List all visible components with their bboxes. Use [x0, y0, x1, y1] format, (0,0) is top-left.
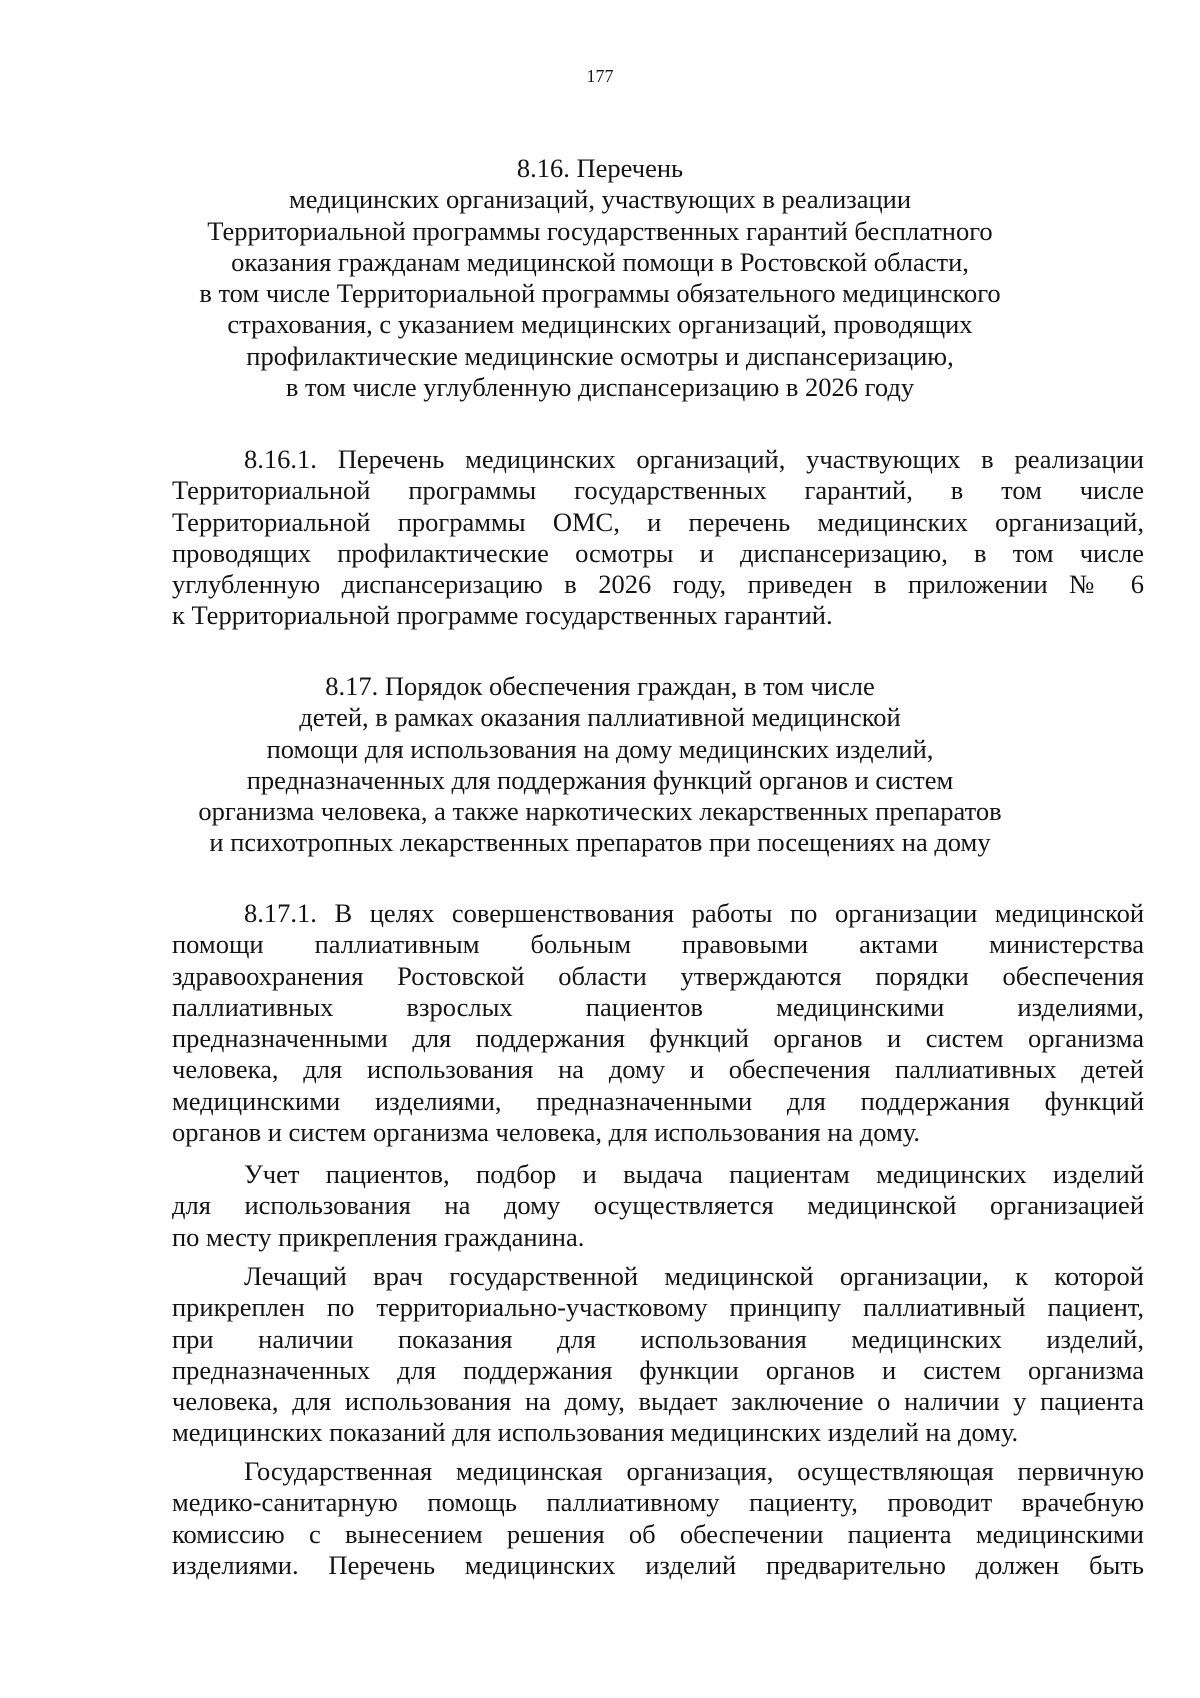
paragraph-line: человека, для использования на дому и обеспечения паллиативных детей	[172, 1054, 1144, 1085]
heading-line: предназначенных для поддержания функций органов и систем	[246, 764, 954, 795]
paragraph-line: по месту прикрепления гражданина.	[172, 1221, 585, 1252]
heading-line: оказания гражданам медицинской помощи в Ростовской области,	[231, 246, 969, 277]
heading-line: помощи для использования на дому медицинских изделий,	[266, 733, 934, 764]
paragraph-patient-accounting	[172, 1159, 1144, 1253]
paragraph-line: Лечащий врач государственной медицинской организации, к которой	[244, 1261, 1144, 1291]
heading-line: профилактические медицинские осмотры и диспансеризацию,	[246, 340, 954, 371]
heading-line: организма человека, а также наркотических лекарственных препаратов	[198, 796, 1002, 827]
paragraph-line: человека, для использования на дому, выдает заключение о наличии у пациента	[172, 1386, 1144, 1417]
paragraph-line: паллиативных взрослых пациентов медицинскими изделиями,	[172, 991, 1144, 1022]
paragraph-line: изделиями. Перечень медицинских изделий предварительно должен быть	[172, 1549, 1144, 1580]
paragraph-line: медицинскими изделиями, предназначенными для поддержания функций	[172, 1085, 1144, 1116]
page-number: 177	[586, 66, 614, 86]
paragraph-line: проводящих профилактические осмотры и диспансеризацию, в том числе	[172, 537, 1144, 568]
paragraph-line: 8.17.1. В целях совершенствования работы по организации медицинской	[244, 898, 1144, 928]
paragraph-8-17-1	[172, 898, 1144, 1148]
section-817-heading	[160, 671, 1040, 859]
heading-line: в том числе углубленную диспансеризацию в 2026 году	[285, 372, 915, 403]
paragraph-line: Учет пациентов, подбор и выдача пациентам медицинских изделий	[244, 1159, 1144, 1189]
paragraph-line: при наличии показания для использования медицинских изделий,	[172, 1323, 1144, 1354]
paragraph-8-16-1	[172, 444, 1144, 632]
paragraph-line: углубленную диспансеризацию в 2026 году, приведен в приложении № 6	[172, 569, 1144, 600]
paragraph-attending-physician	[172, 1261, 1144, 1449]
section-816-heading	[160, 153, 1040, 403]
paragraph-line: для использования на дому осуществляется медицинской организацией	[172, 1190, 1144, 1221]
heading-line: 8.17. Порядок обеспечения граждан, в том числе	[325, 671, 875, 701]
paragraph-line: прикреплен по территориально-участковому принципу паллиативный пациент,	[172, 1292, 1144, 1323]
paragraph-line: медико-санитарную помощь паллиативному пациенту, проводит врачебную	[172, 1487, 1144, 1518]
paragraph-state-organization	[172, 1456, 1144, 1581]
heading-line: Территориальной программы государственных гарантий бесплатного	[207, 215, 993, 246]
paragraph-line: предназначенных для поддержания функции органов и систем организма	[172, 1354, 1144, 1385]
heading-line: страхования, с указанием медицинских организаций, проводящих	[227, 309, 973, 340]
paragraph-line: предназначенными для поддержания функций органов и систем организма	[172, 1023, 1144, 1054]
paragraph-line: комиссию с вынесением решения об обеспечении пациента медицинскими	[172, 1518, 1144, 1549]
heading-line: и психотропных лекарственных препаратов при посещениях на дому	[209, 827, 991, 858]
paragraph-line: здравоохранения Ростовской области утверждаются порядки обеспечения	[172, 960, 1144, 991]
paragraph-line: органов и систем организма человека, для использования на дому.	[172, 1117, 920, 1148]
heading-line: 8.16. Перечень	[516, 153, 684, 183]
paragraph-line: Государственная медицинская организация, осуществляющая первичную	[244, 1456, 1144, 1486]
paragraph-line: 8.16.1. Перечень медицинских организаций, участвующих в реализации	[244, 444, 1144, 474]
paragraph-line: к Территориальной программе государственных гарантий.	[172, 600, 833, 631]
paragraph-line: Территориальной программы ОМС, и перечень медицинских организаций,	[172, 506, 1144, 537]
paragraph-line: медицинских показаний для использования медицинских изделий на дому.	[172, 1417, 1019, 1448]
heading-line: медицинских организаций, участвующих в реализации	[288, 184, 912, 215]
heading-line: в том числе Территориальной программы обязательного медицинского	[199, 278, 1001, 309]
heading-line: детей, в рамках оказания паллиативной медицинской	[299, 702, 901, 733]
paragraph-line: помощи паллиативным больным правовыми актами министерства	[172, 929, 1144, 960]
paragraph-line: Территориальной программы государственных гарантий, в том числе	[172, 475, 1144, 506]
